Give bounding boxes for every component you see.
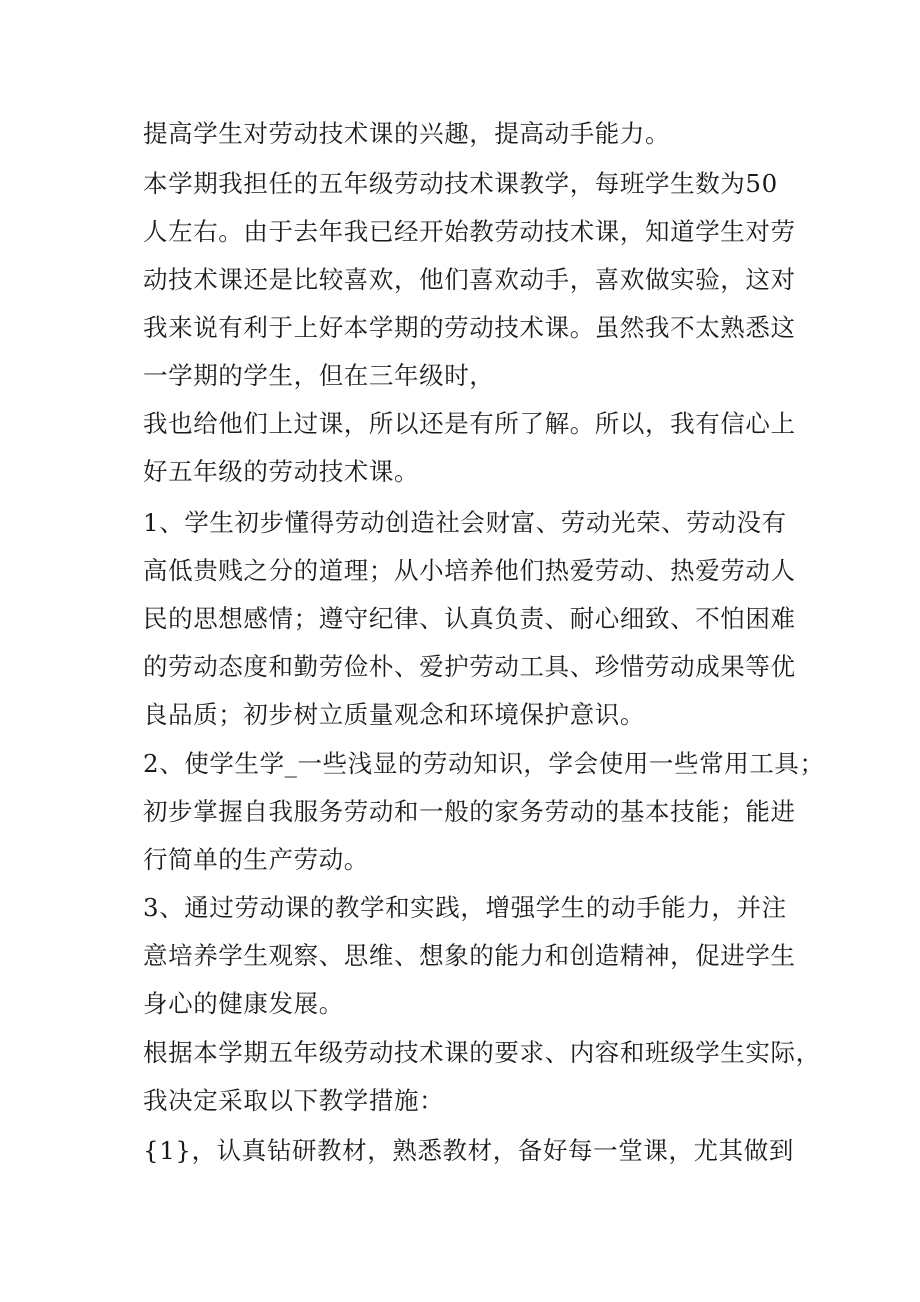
paragraph-line: 根据本学期五年级劳动技术课的要求、内容和班级学生实际， xyxy=(143,1038,821,1067)
paragraph-line: 我决定采取以下教学措施： xyxy=(143,1086,445,1115)
paragraph-line: 的劳动态度和勤劳俭朴、爱护劳动工具、珍惜劳动成果等优 xyxy=(143,652,796,681)
paragraph-line: 一学期的学生，但在三年级时， xyxy=(143,361,495,390)
paragraph-line: 2、使学生学_一些浅显的劳动知识，学会使用一些常用工具； xyxy=(143,749,825,778)
paragraph-line: 动技术课还是比较喜欢，他们喜欢动手，喜欢做实验，这对 xyxy=(143,265,796,294)
paragraph-line: 提高学生对劳动技术课的兴趣，提高动手能力。 xyxy=(143,119,671,148)
paragraph-line: 1、学生初步懂得劳动创造社会财富、劳动光荣、劳动没有 xyxy=(143,508,787,537)
paragraph-line: 初步掌握自我服务劳动和一般的家务劳动的基本技能；能进 xyxy=(143,797,796,826)
paragraph-line: 我来说有利于上好本学期的劳动技术课。虽然我不太熟悉这 xyxy=(143,313,796,342)
paragraph-line: 民的思想感情；遵守纪律、认真负责、耐心细致、不怕困难 xyxy=(143,604,796,633)
paragraph-line: {1}，认真钻研教材，熟悉教材，备好每一堂课，尤其做到 xyxy=(143,1136,794,1165)
paragraph-line: 良品质；初步树立质量观念和环境保护意识。 xyxy=(143,700,645,729)
paragraph-line: 意培养学生观察、思维、想象的能力和创造精神，促进学生 xyxy=(143,941,796,970)
paragraph-line: 3、通过劳动课的教学和实践，增强学生的动手能力，并注 xyxy=(143,893,787,922)
paragraph-line: 高低贵贱之分的道理；从小培养他们热爱劳动、热爱劳动人 xyxy=(143,556,796,585)
paragraph-line: 我也给他们上过课，所以还是有所了解。所以，我有信心上 xyxy=(143,409,796,438)
paragraph-line: 人左右。由于去年我已经开始教劳动技术课，知道学生对劳 xyxy=(143,217,796,246)
paragraph-line: 好五年级的劳动技术课。 xyxy=(143,457,420,486)
paragraph-line: 本学期我担任的五年级劳动技术课教学，每班学生数为50 xyxy=(143,169,778,198)
paragraph-line: 行简单的生产劳动。 xyxy=(143,845,369,874)
paragraph-line: 身心的健康发展。 xyxy=(143,989,344,1018)
